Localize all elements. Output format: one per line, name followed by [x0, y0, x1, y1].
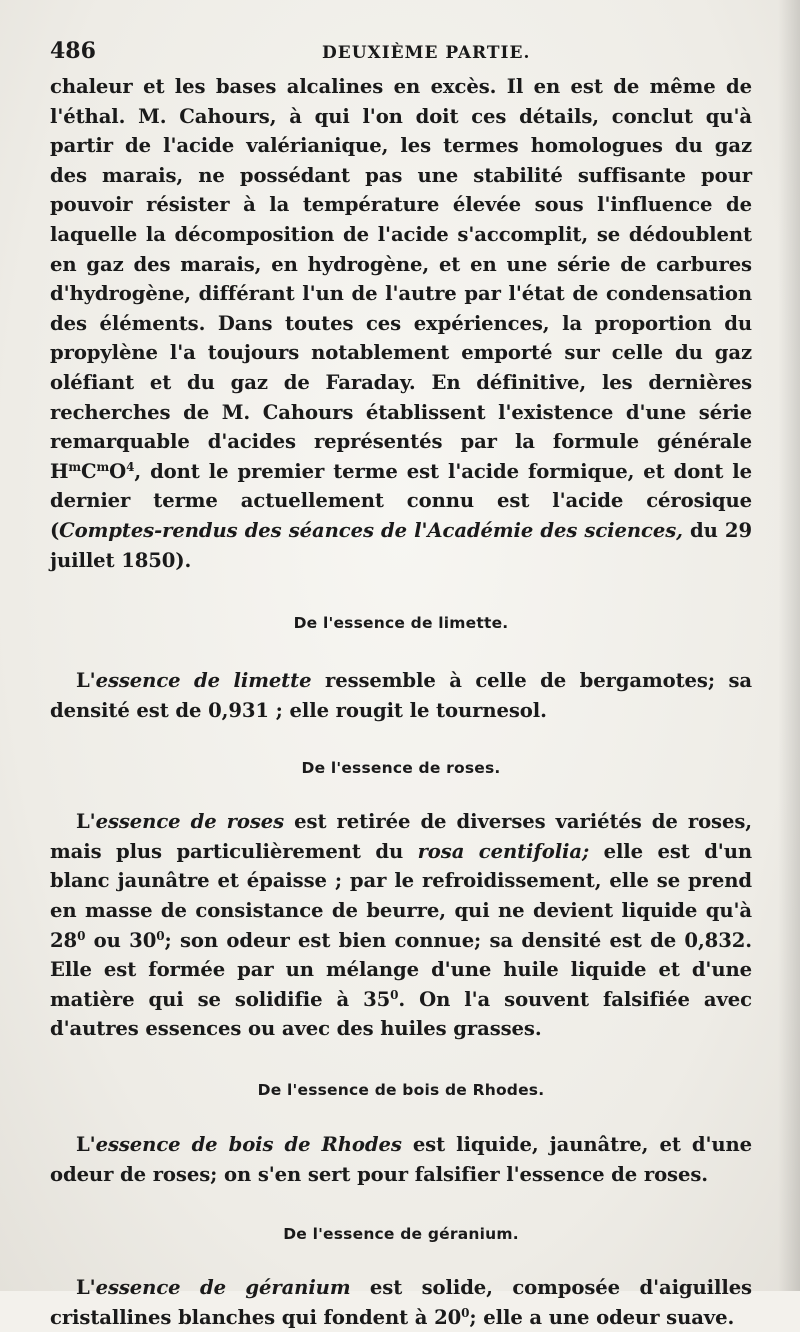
degree-sup: 0 — [461, 1305, 470, 1320]
essence-term: essence de limette — [95, 669, 312, 693]
formula-sup: m — [68, 459, 82, 474]
formula-part: C — [81, 459, 97, 483]
section-heading-limette: De l'essence de limette. — [293, 614, 509, 633]
paragraph-text: elle est d'un blanc jaunâtre et épaisse ; par le refroidissement, elle se prend en masse de consistance de beurre, qui ne devient liquide qu'à 28 — [50, 839, 752, 952]
citation: Comptes-rendus des séances de l'Académie des sciences, — [59, 518, 683, 542]
paragraph-text: est retirée de diverses variétés de roses, mais plus particulièrement du — [50, 810, 752, 863]
section-paragraph-roses — [50, 807, 752, 1044]
lead-text: L' — [76, 810, 96, 834]
formula-sup: m — [96, 459, 110, 474]
section-heading-bois-de-rhodes: De l'essence de bois de Rhodes. — [257, 1081, 545, 1100]
essence-term: essence de bois de Rhodes — [95, 1133, 402, 1157]
essence-term: essence de géranium — [95, 1276, 351, 1300]
paragraph-text: ; son odeur est bien connue; sa densité est de 0,832. Elle est formée par un mélange d'une huile liquide et d'une matière qui se solidifie à 35 — [50, 928, 752, 1011]
lead-text: L' — [76, 1276, 96, 1300]
lead-text: L' — [76, 669, 96, 693]
paragraph-text: . On l'a souvent falsifiée avec d'autres essences ou avec des huiles grasses. — [50, 987, 752, 1041]
section-heading-geranium: De l'essence de géranium. — [283, 1225, 519, 1244]
degree-sup: 0 — [156, 928, 165, 943]
section-heading-roses: De l'essence de roses. — [301, 759, 501, 778]
paragraph-text: ressemble à celle de bergamotes; sa densité est de 0,931 ; elle rougit le tournesol. — [50, 669, 752, 722]
running-head — [50, 38, 752, 72]
section-paragraph-bois-de-rhodes — [50, 1130, 752, 1189]
intro-text: du 29 juillet 1850). — [50, 518, 752, 572]
species-name: rosa centifolia; — [417, 839, 590, 863]
formula-part: O — [109, 459, 127, 483]
paragraph-text: ou 30 — [85, 928, 157, 952]
degree-sup: 0 — [390, 987, 399, 1002]
intro-text: chaleur et les bases alcalines en excès. Il en est de même de l'éthal. M. Cahours, à qui l'on doit ces détails, conclut qu'à partir de l'acide valérianique, les termes homologues du gaz des marais, ne possédant pas une stabilité suffisante pour pouvoir résister à la température élevée sous l'influence de laquelle la décomposition de l'acide s'accomplit, se dédoublent en gaz des marais, en hydrogène, et en une série de carbures d'hydrogène, différant l'un de l'autre par l'état de condensation des éléments. Dans toutes ces expériences, la proportion du propylène l'a toujours notablement emporté sur celle du gaz oléfiant et du gaz de Faraday. En définitive, les dernières recherches de M. Cahours établissent l'existence d'une série remarquable d'acides représentés par la formule générale H — [50, 75, 752, 483]
essence-term: essence de roses — [95, 810, 285, 834]
paragraph-text: est liquide, jaunâtre, et d'une odeur de roses; on s'en sert pour falsifier l'essence de roses. — [50, 1133, 752, 1186]
intro-paragraph — [50, 72, 752, 575]
paragraph-text: est solide, composée d'aiguilles cristallines blanches qui fondent à 20 — [50, 1276, 752, 1329]
degree-sup: 0 — [77, 928, 86, 943]
intro-text: , dont le premier terme est l'acide formique, et dont le dernier terme actuellement connu est l'acide cérosique ( — [50, 459, 752, 542]
running-head-title: DEUXIÈME PARTIE. — [322, 43, 531, 63]
section-paragraph-geranium — [50, 1273, 752, 1332]
formula-sup: 4 — [126, 459, 135, 474]
page-number: 486 — [50, 38, 96, 64]
lead-text: L' — [76, 1133, 96, 1157]
paragraph-text: ; elle a une odeur suave. — [469, 1305, 735, 1329]
section-paragraph-limette — [50, 666, 752, 725]
